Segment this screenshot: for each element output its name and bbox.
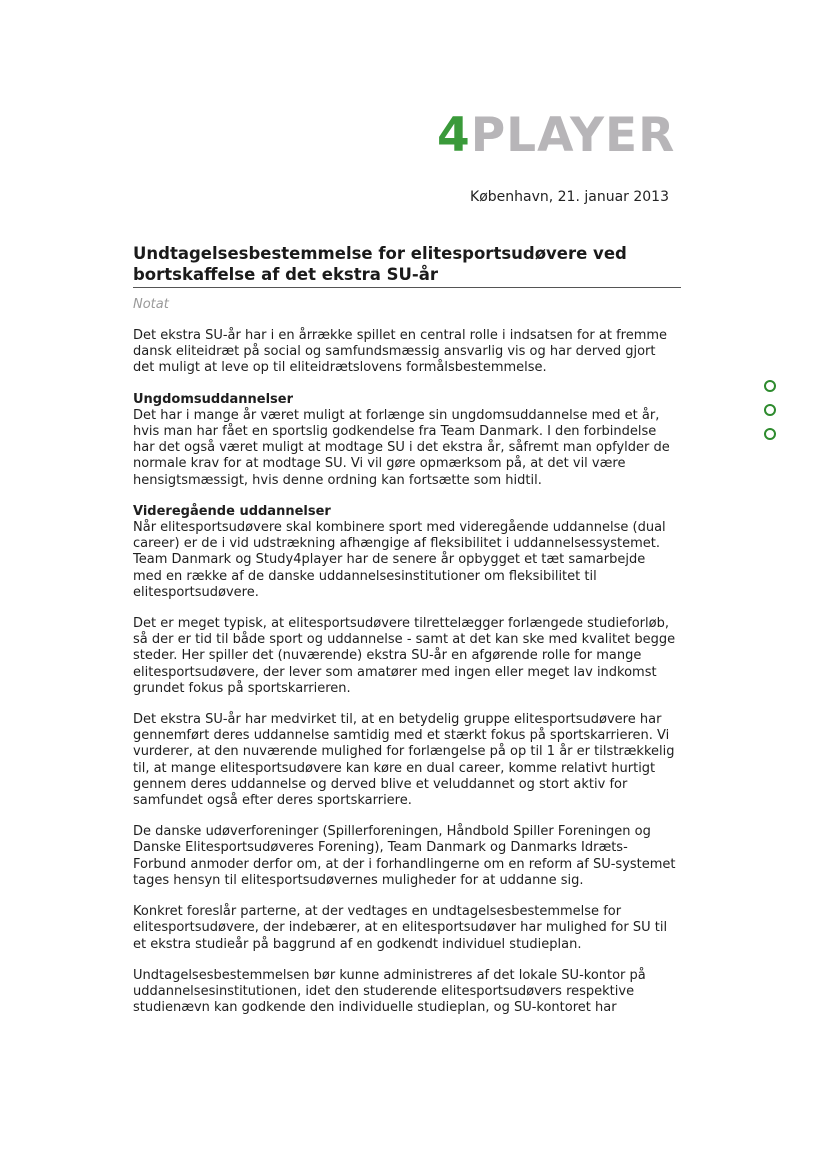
- paragraph-6: Konkret foreslår parterne, at der vedtages en undtagelsesbestemmelse for elitesportsudøvere, der indebærer, at en elitesportsudøver har mulighed for SU til et ekstra studieår på baggrund af en godkendt individuel studieplan.: [133, 904, 668, 952]
- document-body: [133, 328, 678, 1031]
- paragraph-3: Det er meget typisk, at elitesportsudøvere tilrettelægger forlængede studieforløb, så der er tid til både sport og uddannelse - samt at det kan ske med kvalitet begge steder. Her spiller det (nuværende) ekstra SU-år en afgørende rolle for mange elitesportsudøvere, der lever som amatører med ingen eller meget lav indkomst grundet fokus på sportskarrieren.: [133, 616, 676, 696]
- circle-icon: [764, 380, 776, 392]
- document-title: Undtagelsesbestemmelse for elitesportsudøvere ved bortskaffelse af det ekstra SU-år: [133, 244, 627, 284]
- document-type-label: Notat: [133, 297, 169, 312]
- circle-icon: [764, 404, 776, 416]
- logo-number: 4: [437, 108, 471, 163]
- 4player-logo: [437, 108, 675, 164]
- date-line: København, 21. januar 2013: [470, 189, 669, 205]
- section-paragraph-ungdomsuddannelser: Det har i mange år været muligt at forlænge sin ungdomsuddannelse med et år, hvis man har fået en sportslig godkendelse fra Team Danmark. I den forbindelse har det også været muligt at modtage SU i det ekstra år, såfremt man opfylder de normale krav for at modtage SU. Vi vil gøre opmærksom på, at det vil være hensigtsmæssigt, hvis denne ordning kan fortsætte som hidtil.: [133, 407, 670, 488]
- section-paragraph-videregaaende: Når elitesportsudøvere skal kombinere sport med videregående uddannelse (dual career) er de i vid udstrækning afhængige af fleksibilitet i uddannelsessystemet. Team Danmark og Study4player har de senere år opbygget et tæt samarbejde med en række af de danske uddannelsesinstitutioner om fleksibilitet til elitesportsudøvere.: [133, 520, 666, 600]
- paragraph-5: De danske udøverforeninger (Spillerforeningen, Håndbold Spiller Foreningen og Danske Elitesportsudøveres Forening), Team Danmark og Danmarks Idræts-Forbund anmoder derfor om, at der i forhandlingerne om en reform af SU-systemet tages hensyn til elitesportsudøvernes muligheder for at uddanne sig.: [133, 824, 676, 888]
- intro-paragraph: Det ekstra SU-år har i en årrække spillet en central rolle i indsatsen for at fremme dansk eliteidræt på social og samfundsmæssig ansvarlig vis og har derved gjort det muligt at leve op til eliteidrætslovens formålsbestemmelse.: [133, 328, 668, 376]
- logo-word: PLAYER: [470, 108, 676, 163]
- decorative-dots: [764, 380, 776, 452]
- title-divider: [133, 287, 681, 288]
- section-heading-ungdomsuddannelser: Ungdomsuddannelser: [133, 391, 294, 407]
- paragraph-4: Det ekstra SU-år har medvirket til, at en betydelig gruppe elitesportsudøvere har gennemført deres uddannelse samtidig med et stærkt fokus på sportskarrieren. Vi vurderer, at den nuværende mulighed for forlængelse på op til 1 år er tilstrækkelig til, at mange elitesportsudøvere kan køre en dual career, komme relativt hurtigt gennem deres uddannelse og derved blive et veluddannet og stort aktiv for samfundet også efter deres sportskarriere.: [133, 712, 675, 809]
- section-heading-videregaaende: Videregående uddannelser: [133, 503, 331, 519]
- circle-icon: [764, 428, 776, 440]
- paragraph-7: Undtagelsesbestemmelsen bør kunne administreres af det lokale SU-kontor på uddannelsesinstitutionen, idet den studerende elitesportsudøvers respektive studienævn kan godkende den individuelle studieplan, og SU-kontoret har: [133, 967, 646, 1016]
